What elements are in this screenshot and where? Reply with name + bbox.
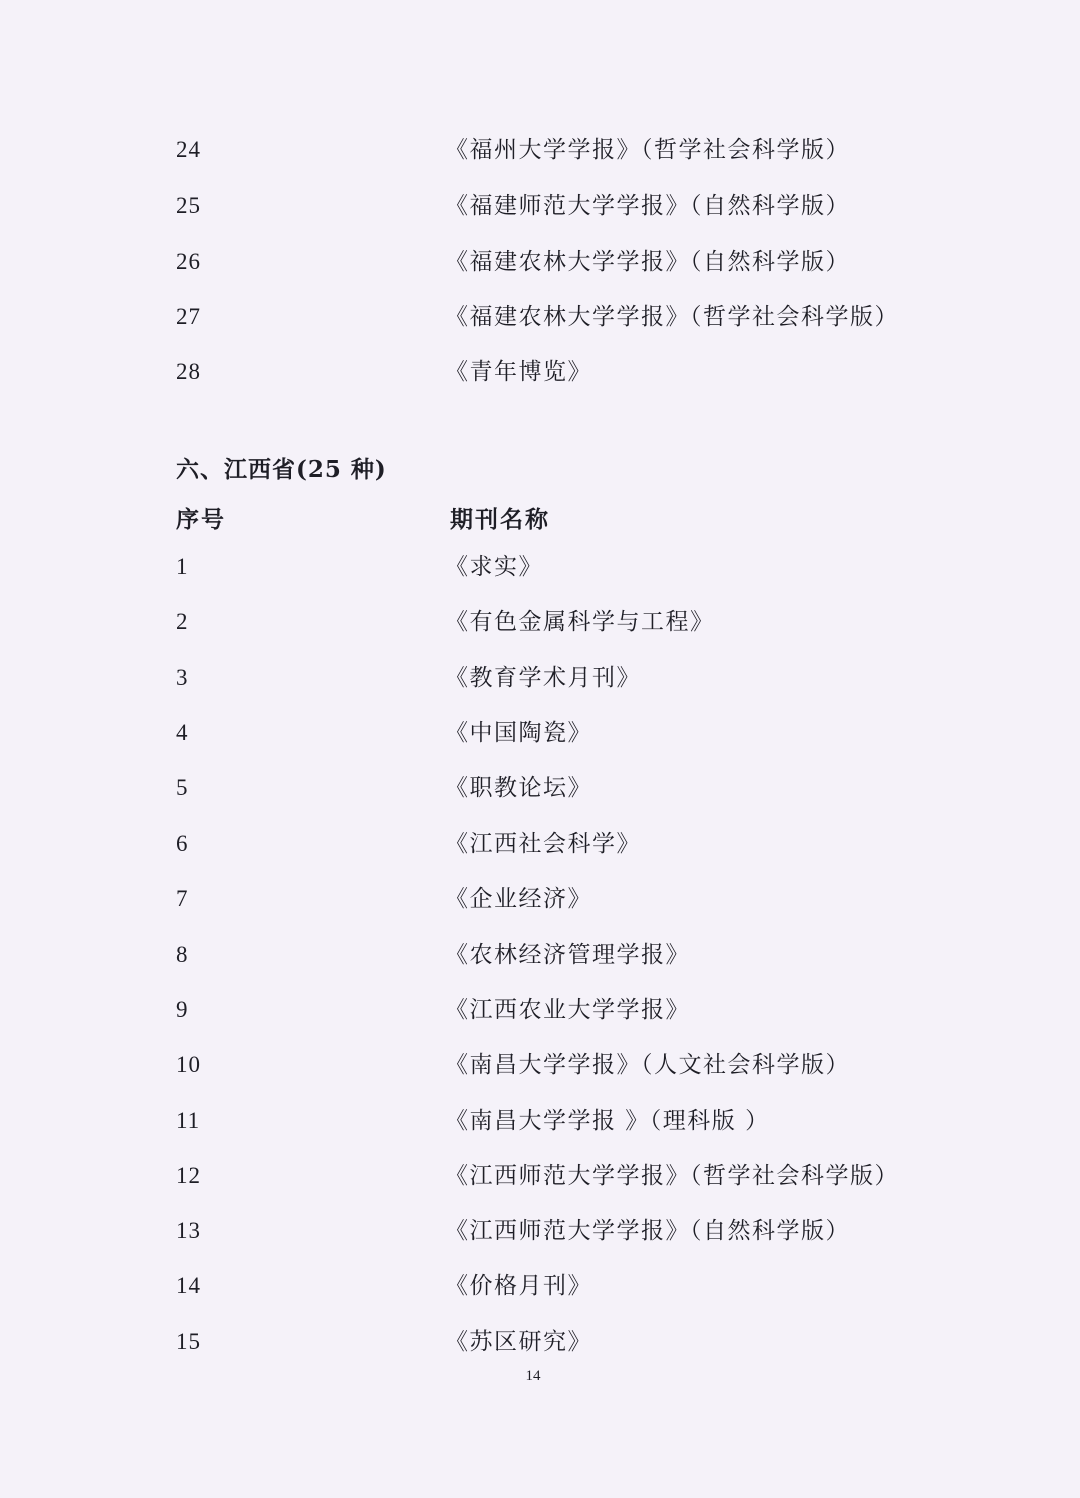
table-row — [0, 602, 1080, 642]
row-number: 4 — [176, 720, 189, 745]
table-row — [0, 130, 1080, 170]
row-number: 27 — [176, 304, 201, 329]
row-number: 3 — [176, 665, 189, 690]
table-row — [0, 186, 1080, 226]
row-number: 14 — [176, 1273, 201, 1298]
journal-title: 《福建师范大学学报》（自然科学版） — [445, 193, 850, 219]
table-row — [0, 1045, 1080, 1085]
table-row — [0, 242, 1080, 282]
page-number — [0, 1368, 1080, 1385]
column-header-number: 序号 — [176, 506, 226, 533]
journal-title: 《青年博览》 — [445, 359, 592, 385]
journal-title: 《江西师范大学学报》（自然科学版） — [445, 1218, 850, 1244]
table-row — [0, 1101, 1080, 1141]
table-row — [0, 1322, 1080, 1362]
table-row — [0, 297, 1080, 337]
table-row — [0, 658, 1080, 698]
journal-title: 《有色金属科学与工程》 — [445, 609, 715, 635]
table-row — [0, 935, 1080, 975]
journal-title: 《江西社会科学》 — [445, 831, 641, 857]
row-number: 2 — [176, 609, 189, 634]
journal-title: 《农林经济管理学报》 — [445, 942, 690, 968]
row-number: 15 — [176, 1329, 201, 1354]
journal-title: 《南昌大学学报 》（理科版 ） — [445, 1108, 770, 1134]
row-number: 1 — [176, 554, 189, 579]
table-row — [0, 879, 1080, 919]
row-number: 8 — [176, 942, 189, 967]
row-number: 28 — [176, 359, 201, 384]
row-number: 6 — [176, 831, 189, 856]
column-header-title: 期刊名称 — [450, 506, 550, 533]
journal-title: 《教育学术月刊》 — [445, 665, 641, 691]
journal-title: 《求实》 — [445, 554, 543, 580]
journal-title: 《职教论坛》 — [445, 775, 592, 801]
row-number: 11 — [176, 1108, 201, 1133]
row-number: 9 — [176, 997, 189, 1022]
table-row — [0, 768, 1080, 808]
row-number: 10 — [176, 1052, 201, 1077]
table-row — [0, 713, 1080, 753]
section-heading: 六、江西省(25 种) — [176, 456, 387, 483]
table-row — [0, 1156, 1080, 1196]
journal-title: 《福州大学学报》（哲学社会科学版） — [445, 137, 850, 163]
journal-title: 《苏区研究》 — [445, 1329, 592, 1355]
journal-title: 《福建农林大学学报》（自然科学版） — [445, 249, 850, 275]
table-row — [0, 547, 1080, 587]
journal-title: 《江西农业大学学报》 — [445, 997, 690, 1023]
row-number: 25 — [176, 193, 201, 218]
table-row — [0, 824, 1080, 864]
row-number: 7 — [176, 886, 189, 911]
journal-title: 《福建农林大学学报》（哲学社会科学版） — [445, 304, 899, 330]
journal-title: 《企业经济》 — [445, 886, 592, 912]
table-row — [0, 990, 1080, 1030]
row-number: 5 — [176, 775, 189, 800]
page-number-text: 14 — [525, 1368, 541, 1384]
row-number: 12 — [176, 1163, 201, 1188]
table-row — [0, 352, 1080, 392]
journal-title: 《价格月刊》 — [445, 1273, 592, 1299]
journal-title: 《江西师范大学学报》（哲学社会科学版） — [445, 1163, 899, 1189]
row-number: 24 — [176, 137, 201, 162]
journal-title: 《南昌大学学报》（人文社会科学版） — [445, 1052, 850, 1078]
table-row — [0, 1266, 1080, 1306]
table-row — [0, 1211, 1080, 1251]
row-number: 13 — [176, 1218, 201, 1243]
journal-title: 《中国陶瓷》 — [445, 720, 592, 746]
row-number: 26 — [176, 249, 201, 274]
